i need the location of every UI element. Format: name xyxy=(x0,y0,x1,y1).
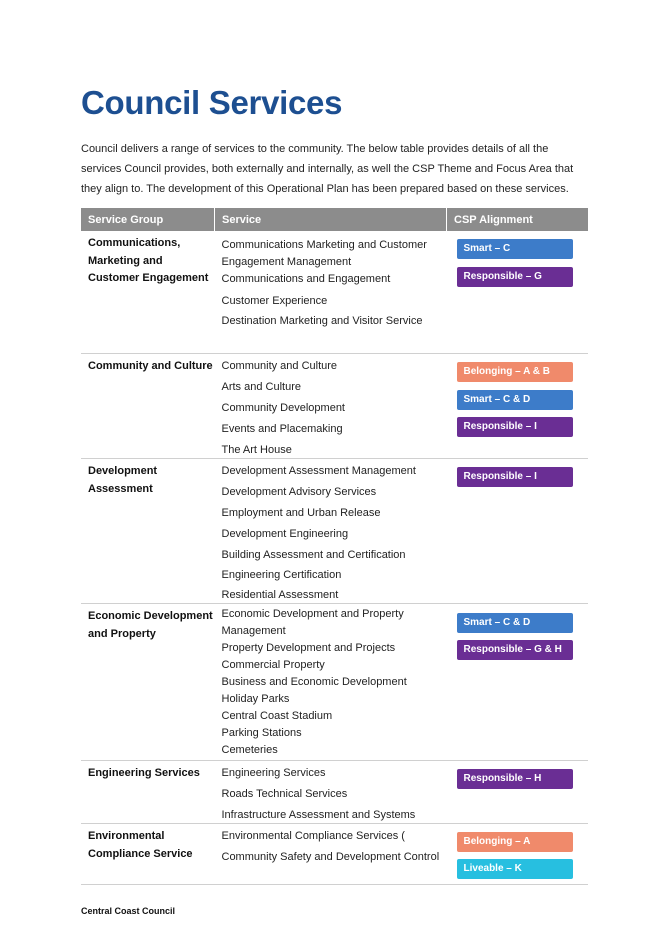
service-item: Property Development and Projects xyxy=(221,642,396,654)
csp-badge: Smart – C & D xyxy=(457,613,573,633)
service-item: Commercial Property xyxy=(221,659,325,671)
table-header-row xyxy=(81,208,588,231)
table-row xyxy=(81,459,588,604)
csp-alignment-cell xyxy=(447,761,589,824)
intro-paragraph: Council delivers a range of services to the community. The below table provides details of all the services Council provides, both externally and internally, as well the CSP Theme and Focus Area that they align to. The development of this Operational Plan has been prepared based on these services. xyxy=(81,143,574,195)
footer-org-name: Central Coast Council xyxy=(81,906,176,916)
csp-badge: Responsible – I xyxy=(457,467,573,487)
service-list-cell xyxy=(215,354,447,459)
service-item: Events and Placemaking xyxy=(221,423,343,435)
service-item: Destination Marketing and Visitor Service xyxy=(221,315,423,327)
header-service: Service xyxy=(215,208,447,231)
service-group-cell: Engineering Services xyxy=(81,761,215,824)
table-row xyxy=(81,604,588,761)
service-group-cell: Development Assessment xyxy=(81,459,215,604)
service-item: Economic Development and Property Management xyxy=(221,608,404,637)
service-list-cell xyxy=(215,231,447,354)
service-list-cell xyxy=(215,761,447,824)
table-body xyxy=(81,231,588,885)
service-group-cell: Environmental Compliance Service xyxy=(81,824,215,885)
service-item: Employment and Urban Release xyxy=(221,507,381,519)
csp-badge: Belonging – A xyxy=(457,832,573,852)
service-item: Community Development xyxy=(221,402,345,414)
csp-alignment-cell xyxy=(447,354,589,459)
table-row xyxy=(81,824,588,885)
table-row xyxy=(81,231,588,354)
csp-badge: Smart – C xyxy=(457,239,573,259)
service-item: Engineering Services xyxy=(221,767,326,779)
service-list-cell xyxy=(215,604,447,761)
csp-badge: Responsible – G & H xyxy=(457,640,573,660)
service-group-cell: Communications, Marketing and Customer Engagement xyxy=(81,231,215,354)
csp-alignment-cell xyxy=(447,231,589,354)
service-item: Parking Stations xyxy=(221,727,302,739)
service-item: Residential Assessment xyxy=(221,589,339,601)
header-service-group: Service Group xyxy=(81,208,215,231)
service-item: Business and Economic Development xyxy=(221,676,407,688)
service-item: Community Safety and Development Control xyxy=(221,851,440,863)
service-group-cell: Community and Culture xyxy=(81,354,215,459)
service-item: The Art House xyxy=(221,444,292,456)
services-table xyxy=(81,208,588,885)
service-item: Communications and Engagement xyxy=(221,273,391,285)
service-item: Central Coast Stadium xyxy=(221,710,333,722)
service-item: Building Assessment and Certification xyxy=(221,549,406,561)
table-row xyxy=(81,354,588,459)
service-item: Development Assessment Management xyxy=(221,465,416,477)
page-title: Council Services xyxy=(81,84,343,121)
csp-badge: Liveable – K xyxy=(457,859,573,879)
header-csp-alignment: CSP Alignment xyxy=(447,208,589,231)
csp-badge: Belonging – A & B xyxy=(457,362,573,382)
service-item: Holiday Parks xyxy=(221,693,290,705)
service-item: Environmental Compliance Services ( xyxy=(221,830,405,842)
csp-badge: Responsible – G xyxy=(457,267,573,287)
service-item: Engineering Certification xyxy=(221,569,342,581)
service-item: Communications Marketing and Customer Engagement Management xyxy=(221,239,427,268)
csp-badge: Responsible – H xyxy=(457,769,573,789)
service-item: Roads Technical Services xyxy=(221,788,348,800)
service-group-cell: Economic Development and Property xyxy=(81,604,215,761)
service-item: Arts and Culture xyxy=(221,381,301,393)
service-item: Development Advisory Services xyxy=(221,486,377,498)
service-item: Infrastructure Assessment and Systems xyxy=(221,809,416,821)
service-item: Customer Experience xyxy=(221,295,328,307)
csp-alignment-cell xyxy=(447,604,589,761)
service-item: Community and Culture xyxy=(221,360,338,372)
service-list-cell xyxy=(215,459,447,604)
table-row xyxy=(81,761,588,824)
csp-badge: Smart – C & D xyxy=(457,390,573,410)
service-list-cell xyxy=(215,824,447,885)
csp-badge: Responsible – I xyxy=(457,417,573,437)
service-item: Cemeteries xyxy=(221,744,278,756)
service-item: Development Engineering xyxy=(221,528,349,540)
csp-alignment-cell xyxy=(447,459,589,604)
csp-alignment-cell xyxy=(447,824,589,885)
